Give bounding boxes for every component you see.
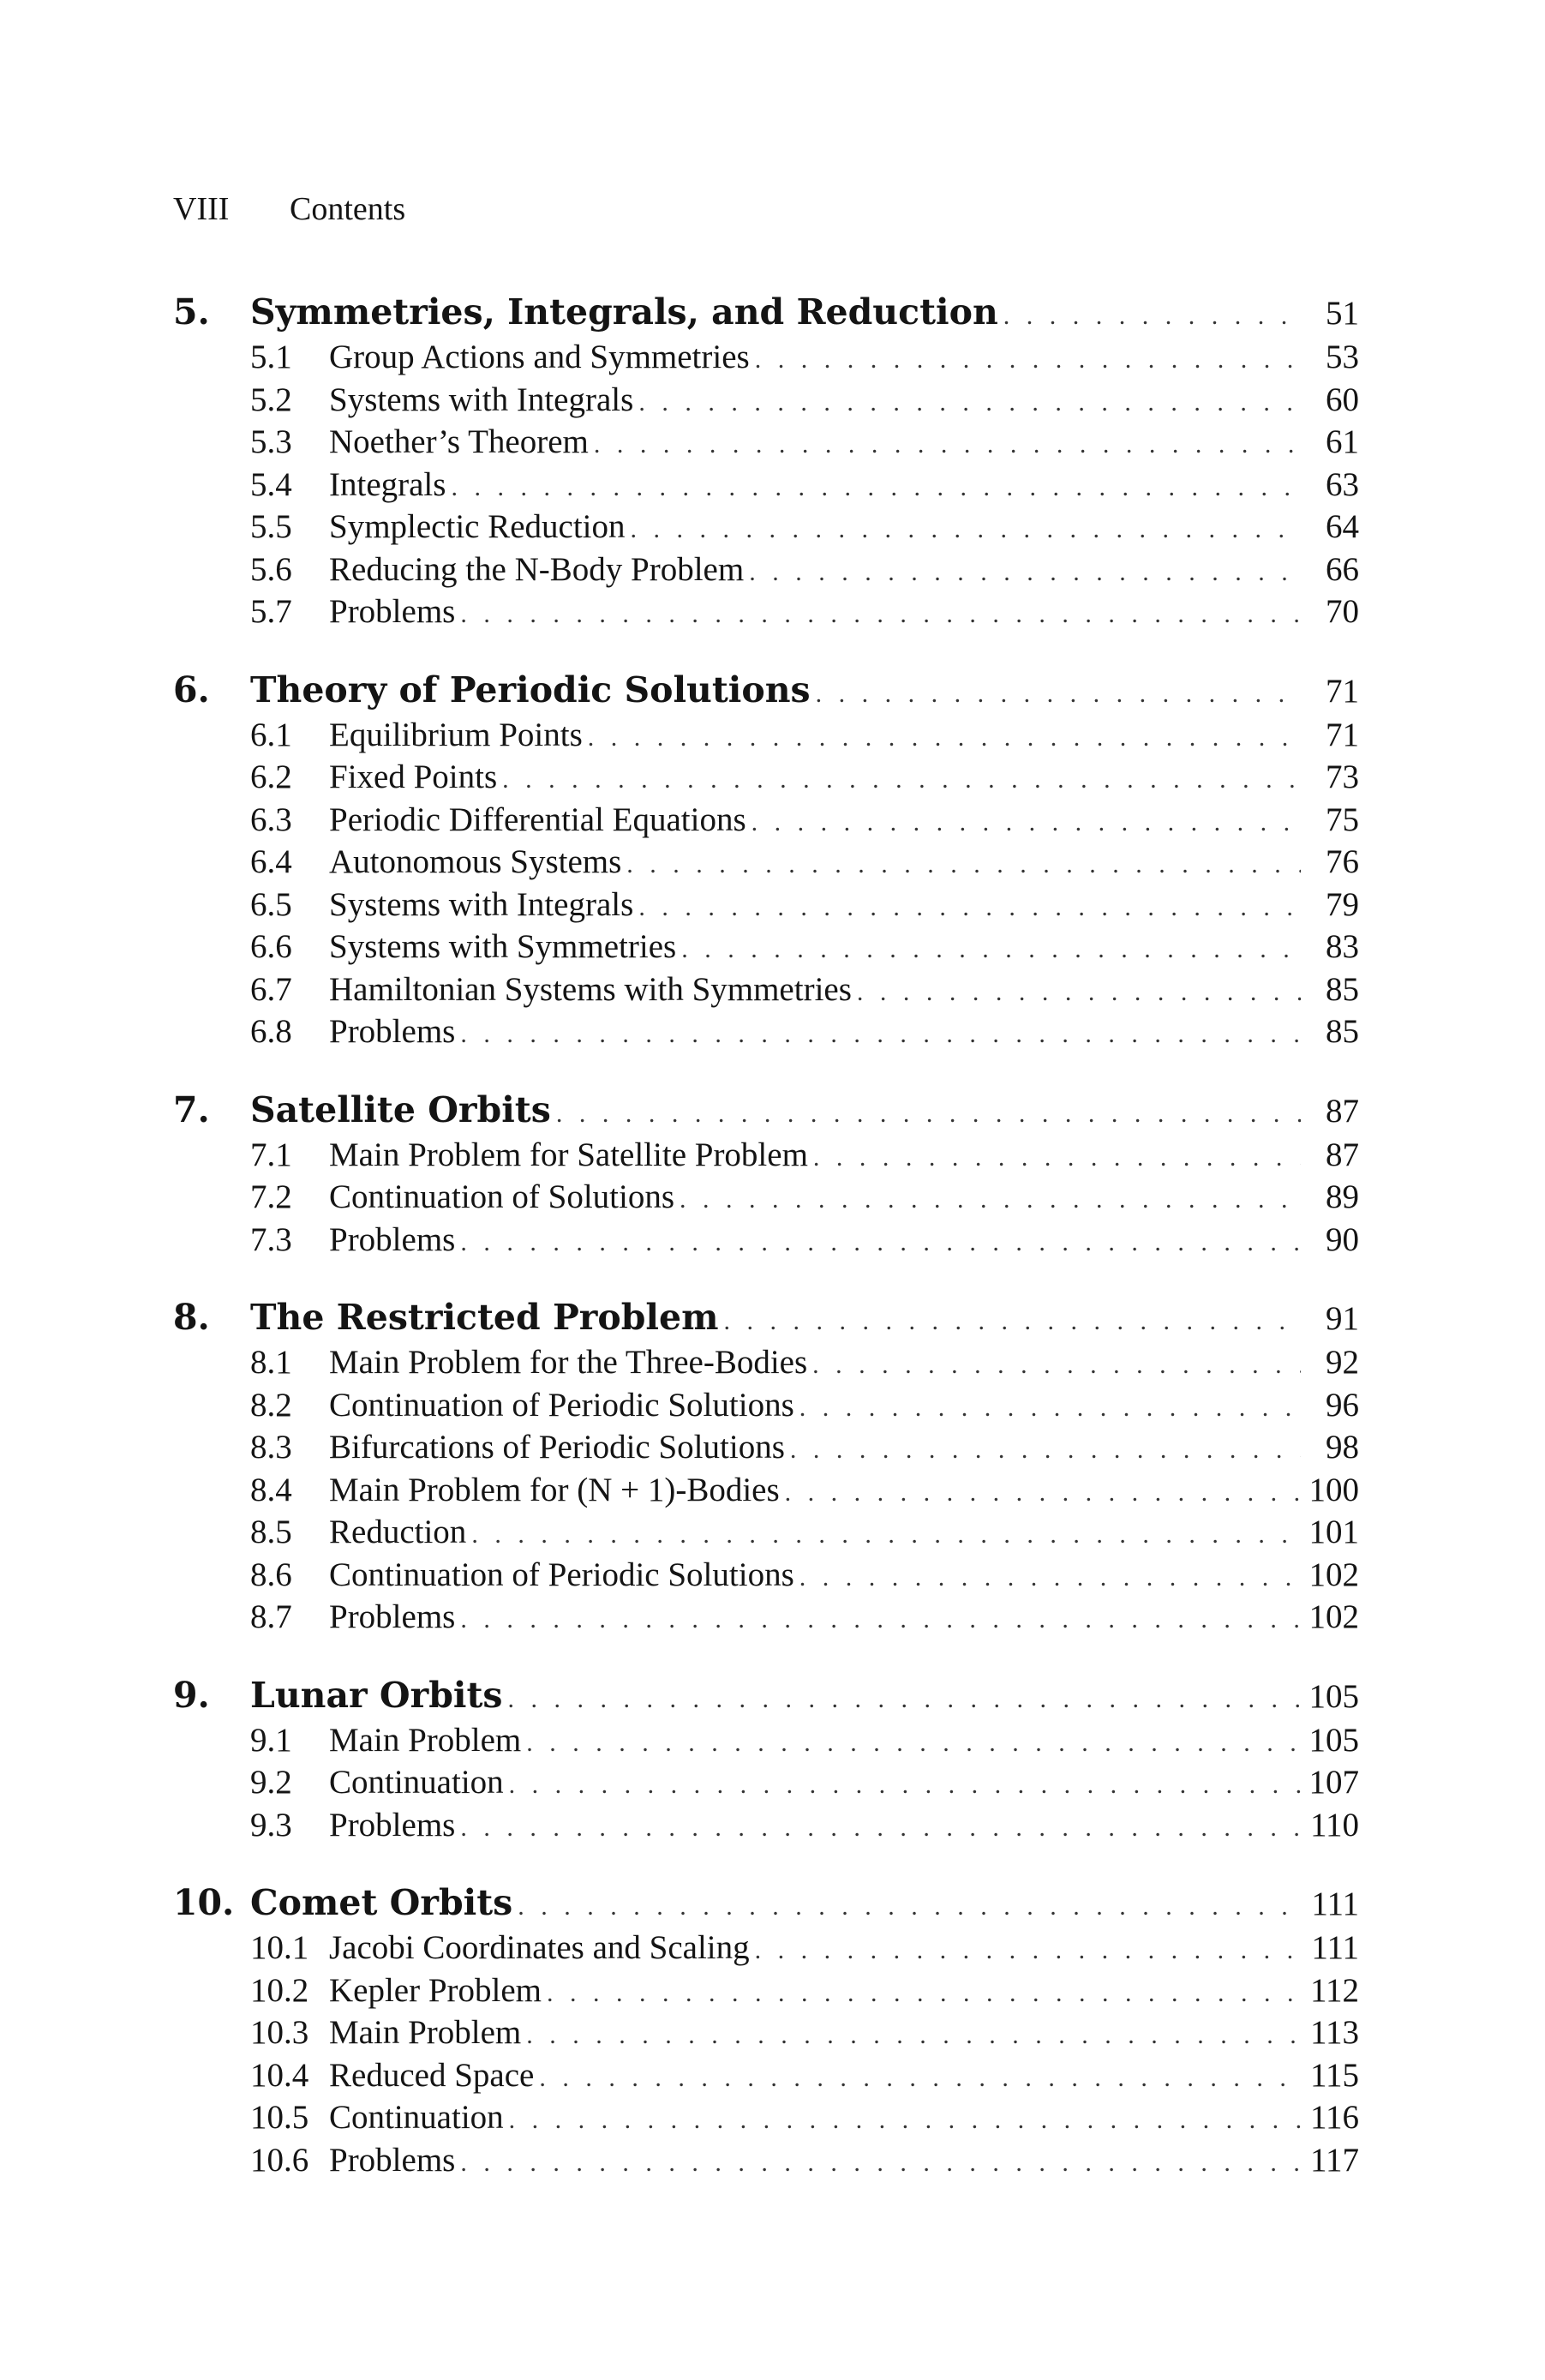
section-title: Bifurcations of Periodic Solutions — [329, 1429, 785, 1466]
dot-leader — [631, 515, 1301, 544]
dot-leader — [799, 1394, 1301, 1423]
section-title: Reduced Space — [329, 2056, 535, 2094]
section-page-number: 90 — [1326, 1220, 1359, 1258]
section-page-number: 98 — [1326, 1429, 1359, 1466]
section-number: 6.5 — [250, 885, 292, 923]
section-title: Continuation — [329, 1764, 504, 1801]
chapter-title: The Restricted Problem — [250, 1297, 719, 1338]
section-title: Symplectic Reduction — [329, 508, 626, 545]
section-number: 6.3 — [250, 800, 292, 838]
section-page-number: 70 — [1326, 593, 1359, 630]
dot-leader — [526, 1729, 1301, 1758]
dot-leader — [1003, 302, 1301, 331]
section-entry — [173, 885, 1359, 928]
dot-leader — [638, 893, 1301, 922]
dot-leader — [816, 680, 1301, 709]
section-title: Continuation of Solutions — [329, 1178, 675, 1215]
section-entry — [173, 2056, 1359, 2099]
section-number: 5.7 — [250, 593, 292, 630]
section-title: Problems — [329, 2141, 456, 2179]
chapter-entry — [173, 1089, 1359, 1136]
chapter-page-number: 71 — [1326, 672, 1359, 710]
toc-chapter — [173, 1297, 1359, 1640]
chapter-number: 9. — [173, 1674, 210, 1716]
toc-chapter — [173, 1089, 1359, 1263]
section-page-number: 71 — [1326, 716, 1359, 753]
section-number: 10.3 — [250, 2014, 309, 2051]
dot-leader — [799, 1563, 1301, 1592]
section-entry — [173, 1763, 1359, 1806]
dot-leader — [539, 2064, 1301, 2093]
section-page-number: 96 — [1326, 1386, 1359, 1424]
section-title: Fixed Points — [329, 758, 498, 795]
section-page-number: 116 — [1309, 2099, 1359, 2136]
section-entry — [173, 1721, 1359, 1764]
dot-leader — [509, 1771, 1301, 1800]
dot-leader — [451, 473, 1301, 502]
section-page-number: 100 — [1308, 1471, 1359, 1508]
section-title: Periodic Differential Equations — [329, 800, 746, 838]
section-title: Reducing the N-Body Problem — [329, 550, 745, 588]
section-number: 6.8 — [250, 1013, 292, 1050]
dot-leader — [626, 850, 1301, 879]
section-page-number: 89 — [1326, 1178, 1359, 1215]
section-title: Main Problem for (N + 1)-Bodies — [329, 1471, 780, 1508]
section-title: Main Problem — [329, 1721, 522, 1759]
section-entry — [173, 1012, 1359, 1055]
chapter-number: 8. — [173, 1297, 210, 1338]
section-entry — [173, 758, 1359, 800]
chapter-page-number: 51 — [1326, 295, 1359, 332]
chapter-number: 5. — [173, 291, 210, 333]
dot-leader — [518, 1892, 1301, 1921]
section-number: 5.2 — [250, 381, 292, 418]
dot-leader — [526, 2021, 1301, 2050]
section-entry — [173, 465, 1359, 508]
section-number: 7.3 — [250, 1220, 292, 1258]
section-page-number: 66 — [1326, 550, 1359, 588]
section-number: 6.7 — [250, 970, 292, 1008]
section-page-number: 76 — [1326, 843, 1359, 880]
section-entry — [173, 381, 1359, 423]
chapter-entry — [173, 1882, 1359, 1928]
section-page-number: 113 — [1309, 2014, 1359, 2051]
section-number: 8.2 — [250, 1386, 292, 1424]
section-title: Systems with Integrals — [329, 381, 634, 418]
chapter-number: 10. — [173, 1882, 235, 1923]
chapter-title: Satellite Orbits — [250, 1088, 551, 1130]
chapter-number: 7. — [173, 1088, 210, 1130]
section-entry — [173, 1178, 1359, 1220]
section-page-number: 102 — [1308, 1556, 1359, 1593]
dot-leader — [460, 600, 1301, 629]
section-entry — [173, 1386, 1359, 1429]
section-entry — [173, 338, 1359, 381]
chapter-title: Symmetries, Integrals, and Reduction — [250, 291, 998, 333]
dot-leader — [460, 2149, 1301, 2178]
dot-leader — [790, 1436, 1301, 1465]
dot-leader — [556, 1100, 1301, 1129]
section-page-number: 63 — [1326, 465, 1359, 503]
chapter-title: Comet Orbits — [250, 1882, 513, 1923]
section-page-number: 117 — [1309, 2141, 1359, 2179]
running-title: Contents — [290, 191, 406, 227]
section-title: Problems — [329, 1013, 456, 1050]
section-number: 5.1 — [250, 339, 292, 375]
section-entry — [173, 2098, 1359, 2141]
section-page-number: 110 — [1309, 1806, 1359, 1843]
section-number: 6.2 — [250, 758, 292, 795]
section-entry — [173, 800, 1359, 843]
dot-leader — [785, 1478, 1301, 1508]
dot-leader — [460, 1813, 1301, 1843]
section-title: Systems with Symmetries — [329, 928, 677, 965]
section-entry — [173, 1806, 1359, 1849]
section-entry — [173, 2141, 1359, 2184]
section-page-number: 75 — [1326, 800, 1359, 838]
section-page-number: 107 — [1308, 1764, 1359, 1801]
chapter-entry — [173, 1297, 1359, 1343]
section-title: Problems — [329, 593, 456, 630]
section-entry — [173, 927, 1359, 970]
section-entry — [173, 1598, 1359, 1640]
section-page-number: 85 — [1326, 970, 1359, 1008]
dot-leader — [460, 1605, 1301, 1634]
section-number: 9.3 — [250, 1806, 292, 1843]
chapter-title: Theory of Periodic Solutions — [250, 668, 811, 710]
section-number: 9.1 — [250, 1721, 292, 1759]
dot-leader — [588, 723, 1301, 752]
section-entry — [173, 507, 1359, 550]
section-title: Equilibrium Points — [329, 716, 583, 753]
section-title: Continuation — [329, 2099, 504, 2136]
section-entry — [173, 1556, 1359, 1598]
section-page-number: 83 — [1326, 928, 1359, 965]
section-page-number: 92 — [1326, 1344, 1359, 1381]
section-title: Continuation of Periodic Solutions — [329, 1556, 794, 1593]
section-page-number: 102 — [1308, 1598, 1359, 1635]
section-entry — [173, 1513, 1359, 1556]
dot-leader — [755, 345, 1301, 375]
section-entry — [173, 1136, 1359, 1178]
section-entry — [173, 1343, 1359, 1386]
section-title: Noether’s Theorem — [329, 423, 589, 460]
dot-leader — [502, 765, 1301, 794]
dot-leader — [752, 808, 1301, 837]
section-page-number: 111 — [1311, 1929, 1359, 1966]
section-entry — [173, 1471, 1359, 1514]
dot-leader — [812, 1351, 1301, 1380]
section-page-number: 112 — [1309, 1971, 1359, 2009]
section-entry — [173, 2013, 1359, 2056]
section-number: 8.1 — [250, 1344, 292, 1381]
section-title: Hamiltonian Systems with Symmetries — [329, 970, 852, 1008]
section-number: 6.6 — [250, 928, 292, 965]
dot-leader — [507, 1685, 1301, 1714]
section-entry — [173, 970, 1359, 1013]
chapter-entry — [173, 291, 1359, 338]
section-title: Main Problem for Satellite Problem — [329, 1136, 808, 1173]
section-number: 8.4 — [250, 1471, 292, 1508]
chapter-title: Lunar Orbits — [250, 1674, 503, 1716]
toc-chapter — [173, 669, 1359, 1055]
section-number: 8.3 — [250, 1429, 292, 1466]
chapter-entry — [173, 669, 1359, 716]
section-page-number: 60 — [1326, 381, 1359, 418]
section-number: 8.6 — [250, 1556, 292, 1593]
section-page-number: 87 — [1326, 1136, 1359, 1173]
section-entry — [173, 716, 1359, 758]
section-number: 5.3 — [250, 423, 292, 460]
chapter-page-number: 87 — [1326, 1092, 1359, 1130]
chapter-entry — [173, 1675, 1359, 1721]
section-title: Group Actions and Symmetries — [329, 339, 750, 375]
chapter-page-number: 91 — [1326, 1300, 1359, 1337]
dot-leader — [749, 558, 1301, 587]
running-head — [173, 189, 405, 230]
dot-leader — [547, 1979, 1301, 2008]
section-title: Reduction — [329, 1514, 467, 1550]
section-title: Main Problem — [329, 2014, 522, 2051]
section-page-number: 61 — [1326, 423, 1359, 460]
dot-leader — [460, 1020, 1301, 1049]
table-of-contents — [173, 291, 1359, 2217]
chapter-page-number: 105 — [1308, 1677, 1359, 1715]
section-page-number: 53 — [1326, 339, 1359, 375]
toc-chapter — [173, 1675, 1359, 1849]
section-entry — [173, 842, 1359, 885]
section-title: Problems — [329, 1598, 456, 1635]
section-title: Systems with Integrals — [329, 885, 634, 923]
section-page-number: 79 — [1326, 885, 1359, 923]
dot-leader — [509, 2106, 1301, 2135]
section-title: Integrals — [329, 465, 446, 503]
dot-leader — [638, 388, 1301, 417]
section-number: 8.7 — [250, 1598, 292, 1635]
section-number: 10.5 — [250, 2099, 309, 2136]
toc-chapter — [173, 291, 1359, 635]
dot-leader — [681, 935, 1301, 964]
section-page-number: 115 — [1309, 2056, 1359, 2094]
dot-leader — [460, 1228, 1301, 1257]
section-number: 5.5 — [250, 508, 292, 545]
toc-chapter — [173, 1882, 1359, 2183]
section-number: 8.5 — [250, 1514, 292, 1550]
dot-leader — [680, 1185, 1301, 1214]
dot-leader — [857, 978, 1301, 1007]
section-title: Problems — [329, 1806, 456, 1843]
dot-leader — [723, 1307, 1301, 1336]
section-number: 7.1 — [250, 1136, 292, 1173]
section-number: 5.4 — [250, 465, 292, 503]
dot-leader — [471, 1520, 1301, 1550]
section-title: Problems — [329, 1220, 456, 1258]
section-page-number: 101 — [1308, 1514, 1359, 1550]
section-number: 6.1 — [250, 716, 292, 753]
section-entry — [173, 1971, 1359, 2014]
section-number: 6.4 — [250, 843, 292, 880]
dot-leader — [594, 430, 1301, 459]
section-entry — [173, 1928, 1359, 1971]
section-entry — [173, 1220, 1359, 1263]
section-number: 9.2 — [250, 1764, 292, 1801]
section-title: Continuation of Periodic Solutions — [329, 1386, 794, 1424]
section-entry — [173, 550, 1359, 593]
section-title: Jacobi Coordinates and Scaling — [329, 1929, 750, 1966]
chapter-number: 6. — [173, 668, 210, 710]
section-entry — [173, 1428, 1359, 1471]
section-page-number: 73 — [1326, 758, 1359, 795]
page-folio: VIII — [173, 191, 230, 227]
section-page-number: 64 — [1326, 508, 1359, 545]
section-number: 10.4 — [250, 2056, 309, 2094]
dot-leader — [813, 1143, 1301, 1172]
section-entry — [173, 592, 1359, 635]
section-title: Autonomous Systems — [329, 843, 622, 880]
section-title: Kepler Problem — [329, 1971, 542, 2009]
section-entry — [173, 423, 1359, 465]
section-number: 10.1 — [250, 1929, 309, 1966]
section-number: 10.6 — [250, 2141, 309, 2179]
section-number: 7.2 — [250, 1178, 292, 1215]
chapter-page-number: 111 — [1311, 1885, 1359, 1922]
section-title: Main Problem for the Three-Bodies — [329, 1344, 808, 1381]
section-number: 5.6 — [250, 550, 292, 588]
section-page-number: 105 — [1308, 1721, 1359, 1759]
section-page-number: 85 — [1326, 1013, 1359, 1050]
section-number: 10.2 — [250, 1971, 309, 2009]
dot-leader — [755, 1936, 1301, 1965]
